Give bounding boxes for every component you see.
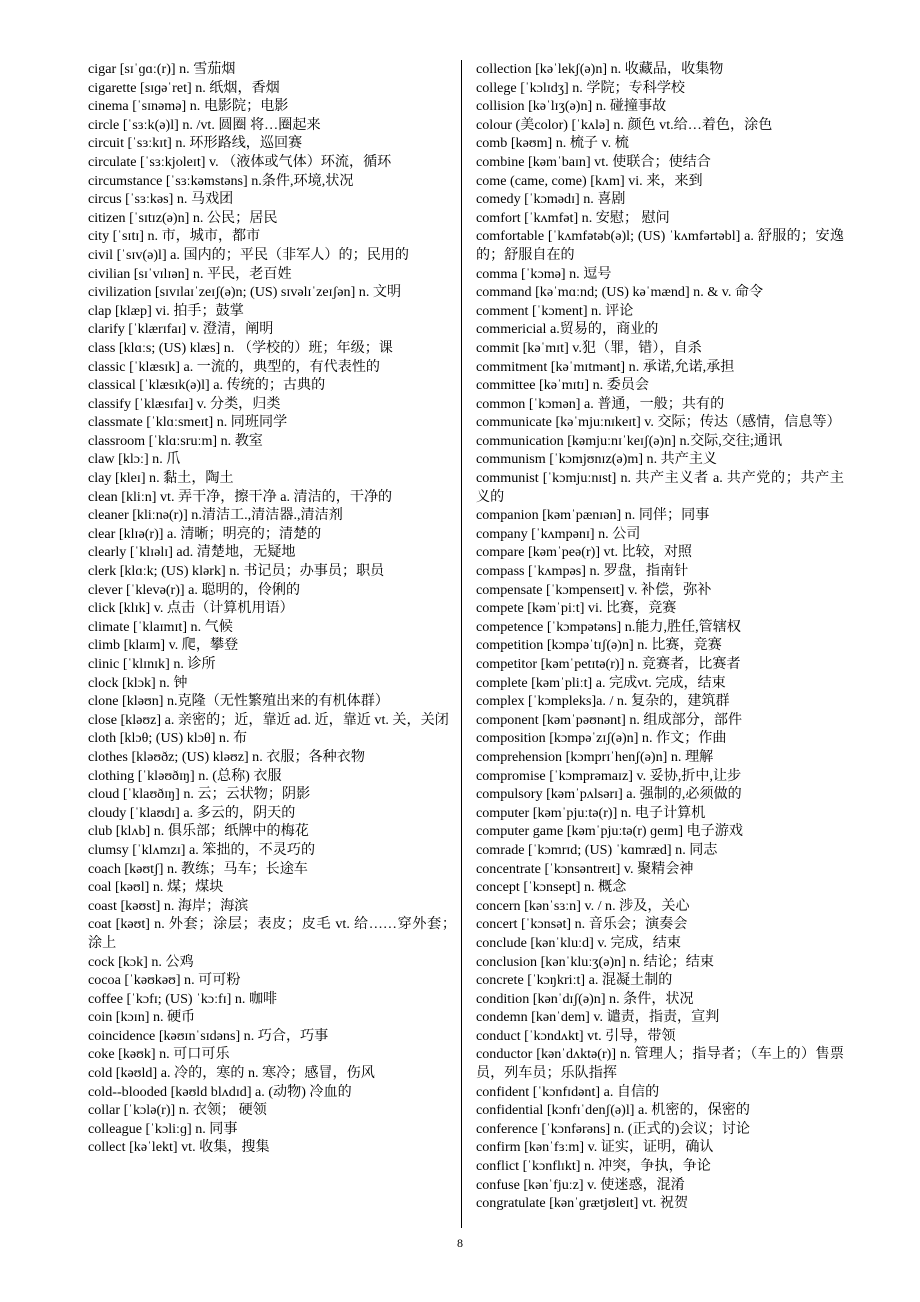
vocab-entry: clean [kliːn] vt. 弄干净，擦干净 a. 清洁的，干净的 <box>88 488 393 505</box>
vocab-entry: clerk [klɑːk; (US) klərk] n. 书记员；办事员；职员 <box>88 563 385 580</box>
vocab-entry: collision [kəˈlɪʒ(ə)n] n. 碰撞事故 <box>476 98 667 115</box>
vocab-entry: circuit [ˈsɜːkɪt] n. 环形路线，巡回赛 <box>88 135 303 152</box>
vocab-entry: collection [kəˈlekʃ(ə)n] n. 收藏品，收集物 <box>476 61 724 77</box>
vocab-entry: condition [kənˈdɪʃ(ə)n] n. 条件，状况 <box>476 990 694 1007</box>
vocab-entry: clothes [kləʊðz; (US) kləʊz] n. 衣服；各种衣物 <box>88 748 365 765</box>
vocab-entry: comprehension [kɔmprɪˈhenʃ(ə)n] n. 理解 <box>476 748 714 765</box>
vocab-entry: clone [kləʊn] n.克隆（无性繁殖出来的有机体群） <box>88 693 389 710</box>
vocab-entry: conclusion [kənˈkluːʒ(ə)n] n. 结论；结束 <box>476 953 714 970</box>
vocab-entry: conductor [kənˈdʌktə(r)] n. 管理人；指导者；（车上的）售票员，列车员；乐队指挥 <box>476 1046 844 1082</box>
vocab-entry: cock [kɔk] n. 公鸡 <box>88 953 194 970</box>
vocab-entry: concrete [ˈkɔŋkriːt] a. 混凝土制的 <box>476 972 673 989</box>
vocab-entry: cigar [sɪˈɡɑː(r)] n. 雪茄烟 <box>88 61 236 77</box>
vocab-entry: concept [ˈkɔnsept] n. 概念 <box>476 879 627 896</box>
vocab-entry: circulate [ˈsɜːkjoleɪt] v. （液体或气体）环流，循环 <box>88 153 392 170</box>
vocab-entry: communication [kəmjuːnɪˈkeɪʃ(ə)n] n.交际,交往;通讯 <box>476 432 783 449</box>
vocab-entry: clever [ˈklevə(r)] a. 聪明的，伶俐的 <box>88 581 301 598</box>
vocab-entry: committee [kəˈmɪtɪ] n. 委员会 <box>476 377 649 394</box>
vocab-entry: clothing [ˈkləʊðɪŋ] n. (总称) 衣服 <box>88 767 282 784</box>
vocab-entry: comfortable [ˈkʌmfətəb(ə)l; (US) ˈkʌmfərtəbl] a. 舒服的；安逸的；舒服自在的 <box>476 228 844 263</box>
vocab-entry: coincidence [kəʊɪnˈsɪdəns] n. 巧合，巧事 <box>88 1027 329 1044</box>
vocab-entry: conduct [ˈkɔndʌkt] vt. 引导，带领 <box>476 1027 676 1044</box>
vocab-entry: clear [klɪə(r)] a. 清晰；明亮的；清楚的 <box>88 525 322 542</box>
vocab-entry: commericial a.贸易的，商业的 <box>476 321 659 338</box>
vocab-entry: coke [kəʊk] n. 可口可乐 <box>88 1046 230 1063</box>
vocab-entry: compulsory [kəmˈpʌlsərɪ] a. 强制的,必须做的 <box>476 786 742 803</box>
vocab-entry: command [kəˈmɑːnd; (US) kəˈmænd] n. & v. 命令 <box>476 284 764 301</box>
vocab-entry: common [ˈkɔmən] a. 普通，一般；共有的 <box>476 395 725 412</box>
vocab-entry: civilization [sɪvɪlaɪˈzeɪʃ(ə)n; (US) sɪvəlɪˈzeɪʃən] n. 文明 <box>88 284 402 301</box>
vocab-entry: comrade [ˈkɔmrɪd; (US) ˈkɑmræd] n. 同志 <box>476 841 718 858</box>
vocab-entry: clay [kleɪ] n. 黏土，陶土 <box>88 470 234 487</box>
column-divider <box>461 60 462 1228</box>
vocab-entry: combine [kəmˈbaɪn] vt. 使联合；使结合 <box>476 153 711 170</box>
vocab-entry: compete [kəmˈpiːt] vi. 比赛，竞赛 <box>476 600 677 617</box>
vocab-entry: class [klɑːs; (US) klæs] n. （学校的）班；年级；课 <box>88 339 393 356</box>
vocab-entry: competence [ˈkɔmpətəns] n.能力,胜任,管辖权 <box>476 618 741 635</box>
vocab-entry: confuse [kənˈfjuːz] v. 使迷惑，混淆 <box>476 1176 685 1193</box>
vocab-entry: cigarette [sɪɡəˈret] n. 纸烟，香烟 <box>88 79 280 96</box>
vocab-entry: compromise [ˈkɔmprəmaɪz] v. 妥协,折中,让步 <box>476 767 742 784</box>
vocab-entry: comma [ˈkɔmə] n. 逗号 <box>476 265 612 282</box>
vocab-entry: classroom [ˈklɑːsruːm] n. 教室 <box>88 432 263 449</box>
vocab-entry: cloth [klɔθ; (US) klɔθ] n. 布 <box>88 730 248 747</box>
vocab-entry: composition [kɔmpəˈzɪʃ(ə)n] n. 作文；作曲 <box>476 730 727 747</box>
vocab-entry: competitor [kəmˈpetɪtə(r)] n. 竞赛者，比赛者 <box>476 656 741 672</box>
vocab-entry: coal [kəʊl] n. 煤；煤块 <box>88 879 224 896</box>
vocab-entry: confident [ˈkɔnfɪdənt] a. 自信的 <box>476 1083 660 1100</box>
vocab-entry: circus [ˈsɜːkəs] n. 马戏团 <box>88 191 234 208</box>
vocab-entry: clap [klæp] vi. 拍手；鼓掌 <box>88 302 244 319</box>
vocab-entry: civil [ˈsɪv(ə)l] a. 国内的；平民（非军人）的；民用的 <box>88 246 409 263</box>
vocab-entry: come (came, come) [kʌm] vi. 来，来到 <box>476 172 703 189</box>
vocab-entry: computer game [kəmˈpjuːtə(r) ɡeɪm] 电子游戏 <box>476 823 743 840</box>
vocab-entry: complete [kəmˈpliːt] a. 完成vt. 完成，结束 <box>476 674 726 691</box>
vocab-entry: colleague [ˈkɔliːɡ] n. 同事 <box>88 1120 238 1137</box>
vocab-entry: comfort [ˈkʌmfət] n. 安慰； 慰问 <box>476 209 670 226</box>
vocab-entry: condemn [kənˈdem] v. 谴责，指责，宣判 <box>476 1009 720 1026</box>
vocab-entry: colour (美color) [ˈkʌlə] n. 颜色 vt.给…着色，涂色 <box>476 116 773 133</box>
vocab-entry: comb [kəʊm] n. 梳子 v. 梳 <box>476 135 629 152</box>
vocab-entry: conclude [kənˈkluːd] v. 完成，结束 <box>476 934 681 951</box>
vocab-entry: concert [ˈkɔnsət] n. 音乐会；演奏会 <box>476 916 688 933</box>
vocab-entry: computer [kəmˈpjuːtə(r)] n. 电子计算机 <box>476 804 706 821</box>
vocab-entry: conflict [ˈkɔnflɪkt] n. 冲突，争执，争论 <box>476 1158 711 1175</box>
vocab-entry: classmate [ˈklɑːsmeɪt] n. 同班同学 <box>88 414 288 431</box>
vocab-entry: clearly [ˈklɪəlɪ] ad. 清楚地，无疑地 <box>88 544 296 561</box>
vocab-entry: classical [ˈklæsɪk(ə)l] a. 传统的；古典的 <box>88 377 326 394</box>
vocab-entry: clock [klɔk] n. 钟 <box>88 674 188 691</box>
vocab-entry: competition [kɔmpəˈtɪʃ(ə)n] n. 比赛，竞赛 <box>476 637 722 654</box>
vocab-entry: communism [ˈkɔmjʊnɪz(ə)m] n. 共产主义 <box>476 451 718 468</box>
vocab-entry: clarify [ˈklærɪfaɪ] v. 澄清，阐明 <box>88 321 274 338</box>
vocab-entry: circle [ˈsɜːk(ə)l] n. /vt. 圆圈 将…圈起来 <box>88 116 321 133</box>
vocab-entry: communist [ˈkɔmjuːnɪst] n. 共产主义者 a. 共产党的；共产主义的 <box>476 470 844 505</box>
vocab-entry: cold [kəʊld] a. 冷的，寒的 n. 寒冷；感冒，伤风 <box>88 1065 375 1082</box>
vocab-entry: commitment [kəˈmɪtmənt] n. 承诺,允诺,承担 <box>476 358 735 375</box>
vocab-entry: cocoa [ˈkəʊkəʊ] n. 可可粉 <box>88 972 241 989</box>
page-number: 8 <box>457 1236 463 1250</box>
vocab-entry: cleaner [kliːnə(r)] n.清洁工.,清洁器.,清洁剂 <box>88 507 343 524</box>
vocab-entry: compass [ˈkʌmpəs] n. 罗盘，指南针 <box>476 563 689 580</box>
vocab-entry: cloudy [ˈklaʊdɪ] a. 多云的，阴天的 <box>88 804 296 821</box>
vocab-entry: company [ˈkʌmpənɪ] n. 公司 <box>476 525 641 542</box>
vocab-entry: coffee [ˈkɔfɪ; (US) ˈkɔːfɪ] n. 咖啡 <box>88 990 278 1007</box>
vocab-entry: click [klɪk] v. 点击（计算机用语） <box>88 600 294 617</box>
vocab-entry: compare [kəmˈpeə(r)] vt. 比较，对照 <box>476 544 693 561</box>
vocab-entry: climb [klaɪm] v. 爬，攀登 <box>88 637 239 654</box>
vocab-entry: club [klʌb] n. 俱乐部；纸牌中的梅花 <box>88 823 309 840</box>
vocab-entry: city [ˈsɪtɪ] n. 市，城市，都市 <box>88 228 261 245</box>
vocab-entry: comment [ˈkɔment] n. 评论 <box>476 302 634 319</box>
vocab-entry: complex [ˈkɔmpleks]a. / n. 复杂的，建筑群 <box>476 693 730 710</box>
vocab-entry: cinema [ˈsɪnəmə] n. 电影院；电影 <box>88 98 289 115</box>
vocab-entry: college [ˈkɔlɪdʒ] n. 学院；专科学校 <box>476 79 686 96</box>
vocab-entry: cold--blooded [kəʊld blʌdɪd] a. (动物) 冷血的 <box>88 1083 352 1100</box>
vocab-entry: classic [ˈklæsɪk] a. 一流的，典型的，有代表性的 <box>88 358 381 375</box>
vocab-entry: citizen [ˈsɪtɪz(ə)n] n. 公民；居民 <box>88 209 278 226</box>
vocab-entry: concern [kənˈsɜːn] v. / n. 涉及，关心 <box>476 897 690 914</box>
vocab-entry: claw [klɔː] n. 爪 <box>88 451 181 468</box>
right-column <box>476 60 844 1213</box>
vocab-entry: collar [ˈkɔlə(r)] n. 衣领； 硬领 <box>88 1102 267 1119</box>
vocab-entry: collect [kəˈlekt] vt. 收集，搜集 <box>88 1139 270 1156</box>
vocab-entry: civilian [sɪˈvɪlɪən] n. 平民，老百姓 <box>88 265 292 282</box>
vocab-entry: compensate [ˈkɔmpenseɪt] v. 补偿，弥补 <box>476 581 712 598</box>
vocab-entry: communicate [kəˈmjuːnɪkeɪt] v. 交际；传达（感情，信息等） <box>476 414 841 431</box>
vocab-entry: confidential [kɔnfɪˈdenʃ(ə)l] a. 机密的，保密的 <box>476 1102 750 1119</box>
vocab-entry: classify [ˈklæsɪfaɪ] v. 分类，归类 <box>88 395 281 412</box>
vocab-entry: clinic [ˈklɪnɪk] n. 诊所 <box>88 656 216 672</box>
vocab-entry: conference [ˈkɔnfərəns] n. (正式的)会议；讨论 <box>476 1120 750 1137</box>
vocab-entry: climate [ˈklaɪmɪt] n. 气候 <box>88 618 233 635</box>
vocab-entry: close [kləʊz] a. 亲密的；近，靠近 ad. 近，靠近 vt. 关，关闭 <box>88 711 449 728</box>
vocab-entry: companion [kəmˈpænɪən] n. 同伴；同事 <box>476 507 710 524</box>
vocab-entry: coast [kəʊst] n. 海岸；海滨 <box>88 897 249 914</box>
vocab-entry: cloud [ˈklaʊðɪŋ] n. 云；云状物；阴影 <box>88 786 311 803</box>
vocab-entry: coin [kɔɪn] n. 硬币 <box>88 1009 196 1026</box>
left-column <box>88 60 456 1157</box>
vocab-entry: concentrate [ˈkɔnsəntreɪt] v. 聚精会神 <box>476 860 694 877</box>
vocab-entry: coach [kəʊtʃ] n. 教练；马车；长途车 <box>88 860 308 877</box>
vocab-entry: commit [kəˈmɪt] v.犯（罪，错），自杀 <box>476 339 702 356</box>
vocab-entry: component [kəmˈpəʊnənt] n. 组成部分，部件 <box>476 711 743 728</box>
vocab-entry: confirm [kənˈfɜːm] v. 证实，证明，确认 <box>476 1139 714 1156</box>
vocab-entry: comedy [ˈkɔmədɪ] n. 喜剧 <box>476 191 626 208</box>
vocab-entry: coat [kəʊt] n. 外套；涂层；表皮；皮毛 vt. 给……穿外套；涂上 <box>88 916 456 951</box>
vocab-entry: circumstance [ˈsɜːkəmstəns] n.条件,环境,状况 <box>88 172 354 189</box>
vocab-entry: clumsy [ˈklʌmzɪ] a. 笨拙的，不灵巧的 <box>88 841 316 858</box>
vocab-entry: congratulate [kənˈɡrætjʊleɪt] vt. 祝贺 <box>476 1195 689 1212</box>
